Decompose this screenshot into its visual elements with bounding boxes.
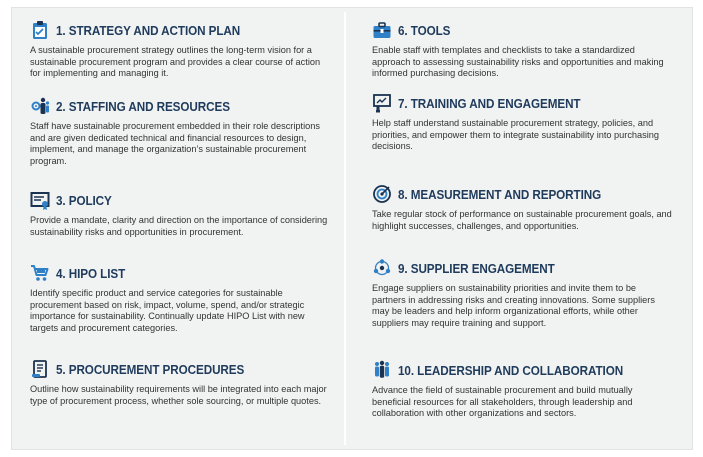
procedure-scroll-icon [30,359,50,379]
section-title: 10. LEADERSHIP AND COLLABORATION [398,362,624,378]
section-header [30,96,330,116]
column-divider [344,12,346,445]
section-title: 4. HIPO LIST [56,265,126,281]
section-header [372,184,672,204]
section-strategy-action-plan [30,20,330,80]
shopping-cart-icon [30,263,50,283]
team-gear-icon [30,96,50,116]
clipboard-icon [30,20,50,40]
section-title: 3. POLICY [56,192,112,208]
people-group-icon [372,360,392,380]
section-procurement-procedures [30,359,330,407]
section-description: Staff have sustainable procurement embedded in their role descriptions and are given dedicated technical and financial resources to design, implement, and manage the organization’s sustainable procurement program. [30,121,320,166]
section-header [30,263,330,283]
section-title: 8. MEASUREMENT AND REPORTING [398,186,602,202]
section-title: 5. PROCUREMENT PROCEDURES [56,361,245,377]
section-title: 6. TOOLS [398,22,451,38]
section-description: Identify specific product and service categories for sustainable procurement based on risk, impact, volume, spend, and/or strategic importance for sustainability. Continually update HIPO List with new targets and procurement categories. [30,288,305,333]
section-hipo-list [30,263,330,334]
section-title: 7. TRAINING AND ENGAGEMENT [398,95,581,111]
section-header [372,20,672,40]
policy-document-icon [30,190,50,210]
section-header [372,360,672,380]
section-description: Advance the field of sustainable procurement and build mutually beneficial resources for all stakeholders, through leadership and collaboration with other organizations and sectors. [372,385,633,419]
section-description: Enable staff with templates and checklists to take a standardized approach to assessing sustainability risks and opportunities and making informed purchasing decisions. [372,45,664,79]
section-leadership-collaboration [372,360,672,420]
network-people-icon [372,258,392,278]
section-tools [372,20,672,80]
section-policy [30,190,330,238]
section-title: 2. STAFFING AND RESOURCES [56,98,230,114]
section-title: 9. SUPPLIER ENGAGEMENT [398,260,555,276]
section-description: Help staff understand sustainable procurement strategy, policies, and priorities, and empower them to integrate sustainability into purchasing decisions. [372,118,660,152]
section-header [30,20,330,40]
section-description: Provide a mandate, clarity and direction on the importance of considering sustainability risks and opportunities in procurement. [30,215,328,237]
section-measurement-reporting [372,184,672,232]
section-training-engagement [372,93,672,153]
toolbox-icon [372,20,392,40]
section-description: Engage suppliers on sustainability priorities and invite them to be partners in addressing risks and creating innovations. Some suppliers may be leaders and help inform organizational efforts, while other suppliers may require training and support. [372,283,655,328]
section-title: 1. STRATEGY AND ACTION PLAN [56,22,241,38]
section-description: Outline how sustainability requirements will be integrated into each major type of procurement process, whether sole sourcing, or multiple quotes. [30,384,327,406]
section-header [30,359,330,379]
section-header [30,190,330,210]
section-supplier-engagement [372,258,672,329]
section-header [372,258,672,278]
target-icon [372,184,392,204]
section-description: Take regular stock of performance on sustainable procurement goals, and highlight successes, challenges, and opportunities. [372,209,672,231]
section-staffing-resources [30,96,330,167]
section-description: A sustainable procurement strategy outlines the long-term vision for a sustainable procurement program and provides a clear course of action for implementing and managing it. [30,45,321,79]
presentation-board-icon [372,93,392,113]
section-header [372,93,672,113]
